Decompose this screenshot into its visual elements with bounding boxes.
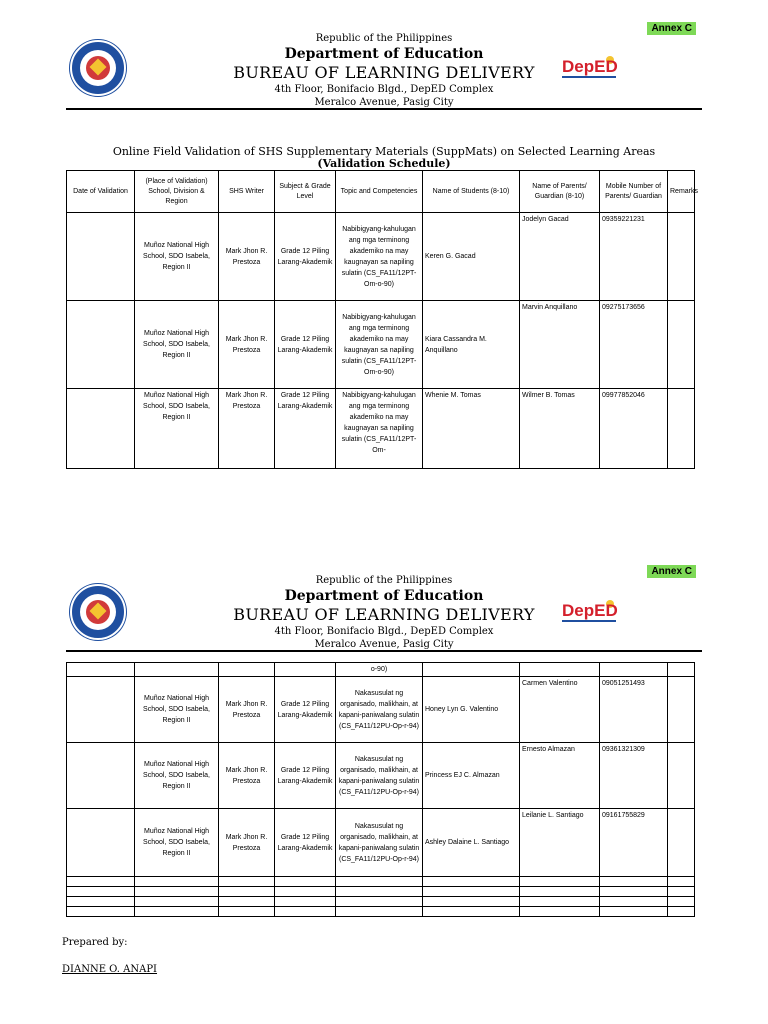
cell-date [67,677,135,743]
letterhead [0,32,768,109]
cell-topic: Nakasusulat ng organisado, malikhain, at kapani-paniwalang sulatin (CS_FA11/12PU-Op-r-94) [336,809,423,877]
cell-subject: Grade 12 Piling Larang-Akademik [275,809,336,877]
bureau-line: BUREAU OF LEARNING DELIVERY [233,63,535,82]
cell-date [67,389,135,469]
cell-place: Muñoz National High School, SDO Isabela, Region II [135,809,219,877]
cell-remarks [668,809,695,877]
cell-writer: Mark Jhon R. Prestoza [219,213,275,301]
cell-student: Kiara Cassandra M. Anquillano [423,301,520,389]
header-divider [66,650,702,652]
cell-remarks [668,743,695,809]
letterhead [0,574,768,651]
document-page-1 [0,0,768,500]
annex-badge: Annex C [647,565,696,578]
deped-logo-text: DepED [562,57,618,76]
table-row [67,301,695,389]
bureau-line: BUREAU OF LEARNING DELIVERY [233,605,535,624]
deped-logo-text: DepED [562,601,618,620]
cell-mobile: 09359221231 [600,213,668,301]
table-row [67,389,695,469]
cell-student: Princess EJ C. Almazan [423,743,520,809]
department-line: Department of Education [284,46,484,62]
table-row [67,677,695,743]
address-line-1: 4th Floor, Bonifacio Blgd., DepED Complex [274,84,494,95]
table-row [67,663,695,677]
cell-mobile: 09051251493 [600,677,668,743]
cell-remarks [668,389,695,469]
prepared-by-label: Prepared by: [62,937,128,948]
cell-writer: Mark Jhon R. Prestoza [219,743,275,809]
cell-writer: Mark Jhon R. Prestoza [219,389,275,469]
cell-parent: Wilmer B. Tomas [520,389,600,469]
cell-remarks [668,301,695,389]
cell-place: Muñoz National High School, SDO Isabela, Region II [135,743,219,809]
cell-mobile: 09361321309 [600,743,668,809]
col-topic: Topic and Competencies [336,171,423,213]
address-line-2: Meralco Avenue, Pasig City [314,639,454,650]
signer-name [62,964,157,975]
document-subtitle: (Validation Schedule) [317,157,451,170]
empty-row [67,877,695,887]
cell-remarks [668,677,695,743]
cell-parent: Marvin Anquillano [520,301,600,389]
cell-parent: Ernesto Almazan [520,743,600,809]
annex-badge: Annex C [647,22,696,35]
cell-date [67,301,135,389]
empty-row [67,897,695,907]
document-page-2 [0,560,768,1024]
col-students: Name of Students (8-10) [423,171,520,213]
signer-name-text: DIANNE O. ANAPI [62,964,158,975]
cell-mobile: 09977852046 [600,389,668,469]
cell-subject: Grade 12 Piling Larang-Akademik [275,213,336,301]
cell-place: Muñoz National High School, SDO Isabela, Region II [135,301,219,389]
cell-mobile: 09161755829 [600,809,668,877]
department-line: Department of Education [284,588,484,604]
cell-place: Muñoz National High School, SDO Isabela, Region II [135,677,219,743]
cell-writer: Mark Jhon R. Prestoza [219,809,275,877]
cell-date [67,213,135,301]
cell-writer: Mark Jhon R. Prestoza [219,677,275,743]
empty-row [67,887,695,897]
cell-date [67,743,135,809]
col-date: Date of Validation [67,171,135,213]
col-subject: Subject & Grade Level [275,171,336,213]
header-divider [66,108,702,110]
cell-parent: Leilanie L. Santiago [520,809,600,877]
cell-parent: Carmen Valentino [520,677,600,743]
address-line-2: Meralco Avenue, Pasig City [314,97,454,108]
cell-topic: Nabibigyang-kahulugan ang mga terminong akademiko na may kaugnayan sa napiling sulatin (CS_FA11/12PT-Om-o-90) [336,213,423,301]
cell-subject: Grade 12 Piling Larang-Akademik [275,743,336,809]
cell-student: Ashley Dalaine L. Santiago [423,809,520,877]
cell-topic: Nakasusulat ng organisado, malikhain, at kapani-paniwalang sulatin (CS_FA11/12PU-Op-r-94) [336,677,423,743]
col-writer: SHS Writer [219,171,275,213]
schedule-table-page-2 [66,662,695,917]
document-title: Online Field Validation of SHS Supplementary Materials (SuppMats) on Selected Learning Areas [112,145,656,158]
cell-place: Muñoz National High School, SDO Isabela, Region II [135,213,219,301]
table-row [67,743,695,809]
table-row [67,809,695,877]
cell-topic-continuation: o-90) [336,663,423,677]
empty-row [67,907,695,917]
col-remarks: Remarks [668,171,695,213]
cell-subject: Grade 12 Piling Larang-Akademik [275,389,336,469]
cell-place: Muñoz National High School, SDO Isabela, Region II [135,389,219,469]
col-mobile: Mobile Number of Parents/ Guardian [600,171,668,213]
cell-subject: Grade 12 Piling Larang-Akademik [275,301,336,389]
cell-topic: Nabibigyang-kahulugan ang mga terminong akademiko na may kaugnayan sa napiling sulatin (CS_FA11/12PT-Om-o-90) [336,301,423,389]
cell-mobile: 09275173656 [600,301,668,389]
cell-subject: Grade 12 Piling Larang-Akademik [275,677,336,743]
address-line-1: 4th Floor, Bonifacio Blgd., DepED Complex [274,626,494,637]
cell-student: Honey Lyn G. Valentino [423,677,520,743]
cell-parent: Jodelyn Gacad [520,213,600,301]
cell-writer: Mark Jhon R. Prestoza [219,301,275,389]
col-place: (Place of Validation) School, Division & Region [135,171,219,213]
cell-topic: Nabibigyang-kahulugan ang mga terminong akademiko na may kaugnayan sa napiling sulatin (CS_FA11/12PT-Om- [336,389,423,469]
republic-line: Republic of the Philippines [315,33,453,44]
table-header-row [67,171,695,213]
col-parents: Name of Parents/ Guardian (8-10) [520,171,600,213]
cell-student: Whenie M. Tomas [423,389,520,469]
table-row [67,213,695,301]
schedule-table-page-1 [66,170,699,469]
cell-topic: Nakasusulat ng organisado, malikhain, at kapani-paniwalang sulatin (CS_FA11/12PU-Op-r-94) [336,743,423,809]
cell-date [67,809,135,877]
republic-line: Republic of the Philippines [315,575,453,586]
cell-student: Keren G. Gacad [423,213,520,301]
cell-remarks [668,213,695,301]
